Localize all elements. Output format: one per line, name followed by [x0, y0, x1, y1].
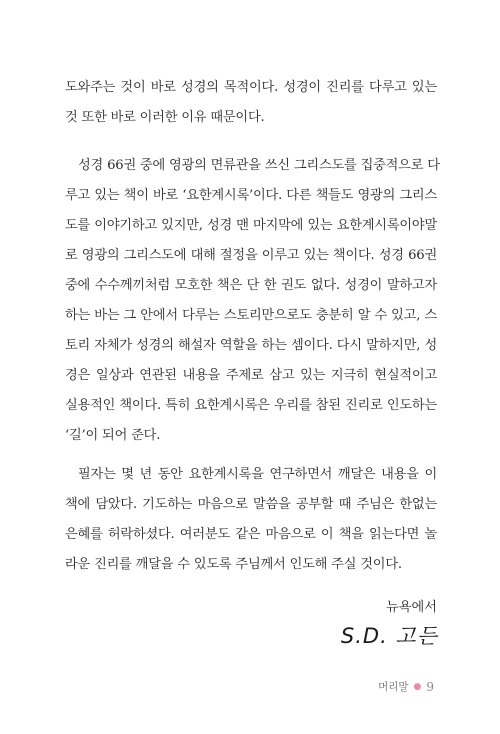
paragraph-3	[65, 460, 437, 580]
bullet-icon: ●	[413, 681, 422, 692]
paragraph-2	[65, 151, 440, 451]
running-header-section: 머리말	[378, 681, 409, 693]
paragraph-1	[65, 73, 437, 133]
text-line: 중에 수수께끼처럼 모호한 책은 단 한 권도 없다. 성경이 말하고자	[65, 278, 437, 293]
text-line: ‘길’이 되어 준다.	[65, 428, 161, 443]
text-line: 로 영광의 그리스도에 대해 절정을 이루고 있는 책이다. 성경 66권	[65, 248, 437, 263]
text-line: 루고 있는 책이 바로 ‘요한계시록’이다. 다른 책들도 영광의 그리스	[65, 188, 437, 203]
text-line: 책에 담았다. 기도하는 마음으로 말씀을 공부할 때 주님은 한없는	[65, 497, 437, 512]
text-line: 라운 진리를 깨달을 수 있도록 주님께서 인도해 주실 것이다.	[65, 557, 402, 572]
text-line: 실용적인 책이다. 특히 요한계시록은 우리를 참된 진리로 인도하는	[65, 398, 437, 413]
text-line: 경은 일상과 연관된 내용을 주제로 삼고 있는 지극히 현실적이고	[65, 368, 437, 383]
closing-place: 뉴욕에서	[386, 600, 437, 615]
text-line: 성경 66권 중에 영광의 면류관을 쓰신 그리스도를 집중적으로 다	[78, 158, 440, 173]
page-footer	[378, 679, 434, 694]
author-signature: S.D. 고든	[340, 624, 438, 648]
text-line: 도와주는 것이 바로 성경의 목적이다. 성경이 진리를 다루고 있는	[65, 80, 437, 95]
page-number: 9	[426, 679, 434, 694]
text-line: 토리 자체가 성경의 해설자 역할을 하는 셈이다. 다시 말하지만, 성	[65, 338, 437, 353]
text-line: 도를 이야기하고 있지만, 성경 맨 마지막에 있는 요한계시록이야말	[65, 218, 437, 233]
text-line: 필자는 몇 년 동안 요한계시록을 연구하면서 깨달은 내용을 이	[78, 467, 437, 482]
text-line: 하는 바는 그 안에서 다루는 스토리만으로도 충분히 알 수 있고, 스	[65, 308, 437, 323]
text-line: 것 또한 바로 이러한 이유 때문이다.	[65, 110, 265, 125]
text-line: 은혜를 허락하셨다. 여러분도 같은 마음으로 이 책을 읽는다면 놀	[65, 527, 437, 542]
